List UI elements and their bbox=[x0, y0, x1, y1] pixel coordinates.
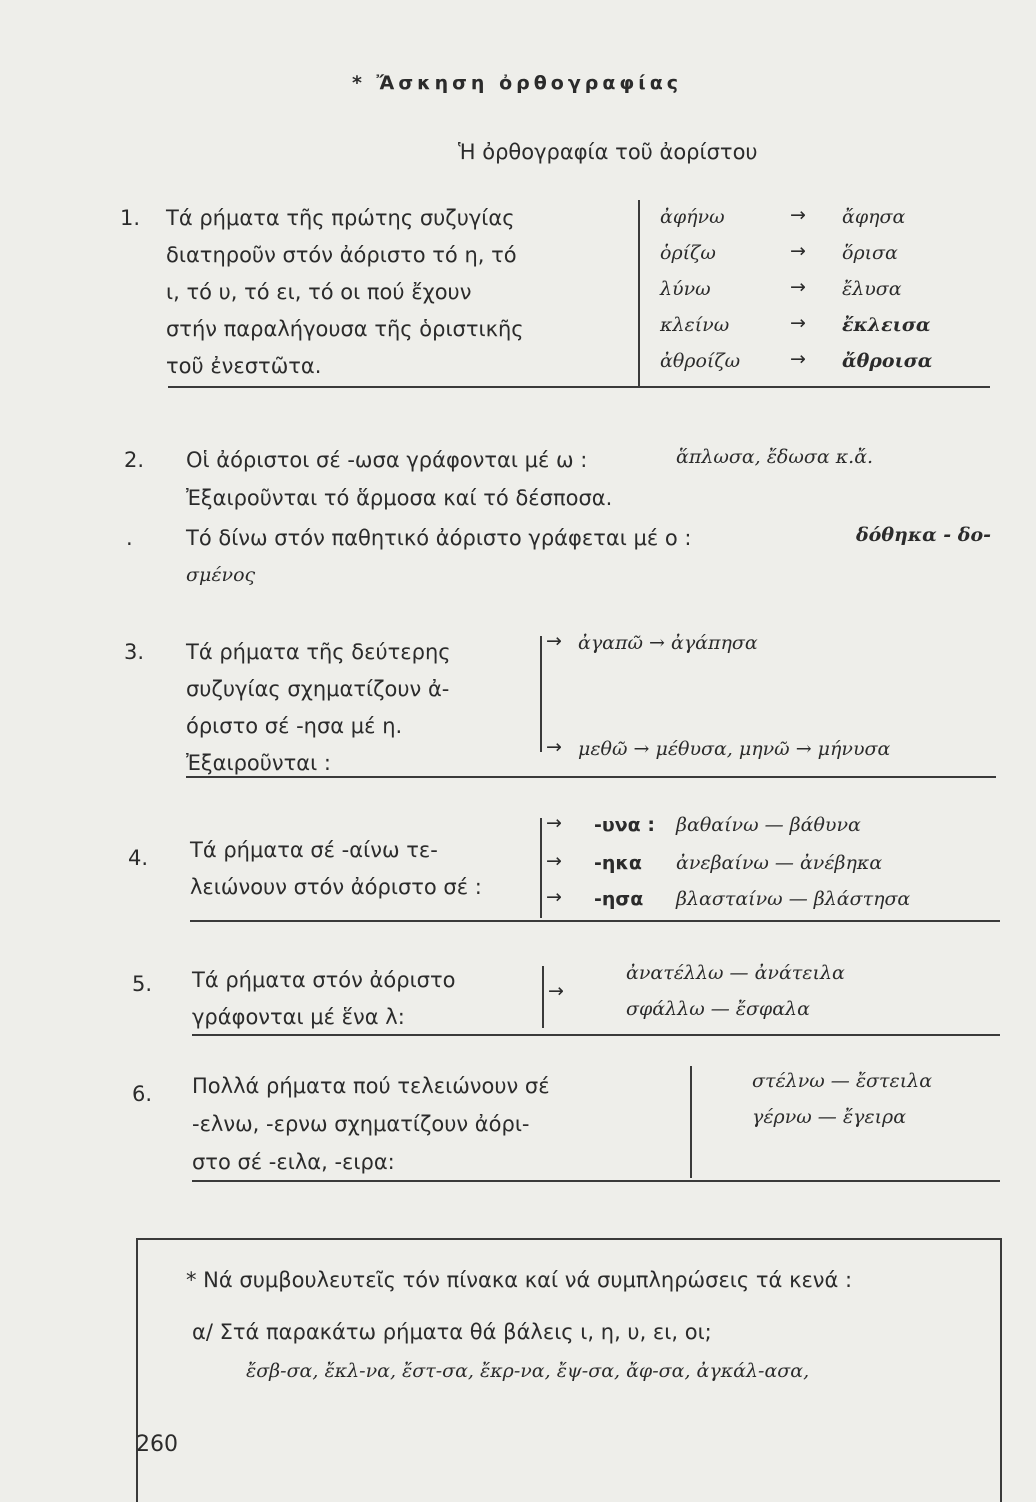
arrow-right-icon: → bbox=[790, 204, 806, 226]
rule-3-bottom-line bbox=[186, 776, 996, 778]
rule-1-example-4-aorist: ἔκλεισα bbox=[842, 314, 931, 336]
arrow-right-icon: → bbox=[546, 630, 562, 652]
rule-2-line-1-examples: ἅπλωσα, ἔδωσα κ.ἄ. bbox=[676, 446, 874, 468]
rule-5-line-2: γράφονται μέ ἕνα λ: bbox=[192, 1005, 405, 1029]
arrow-right-icon: → bbox=[546, 812, 562, 834]
rule-1-example-5-aorist: ἄθροισα bbox=[842, 350, 933, 372]
rule-1-example-2-present: ὁρίζω bbox=[660, 242, 716, 264]
rule-1-example-1-present: ἀφήνω bbox=[660, 206, 725, 228]
arrow-right-icon: → bbox=[790, 276, 806, 298]
rule-2-bullet: . bbox=[126, 526, 133, 550]
rule-2-line-3-examples: δόθηκα - δο- bbox=[856, 524, 992, 546]
rule-2-line-2: Ἐξαιροῦνται τό ἅρμοσα καί τό δέσποσα. bbox=[186, 486, 613, 510]
page-number: 260 bbox=[136, 1432, 178, 1457]
rule-1-example-3-aorist: ἔλυσα bbox=[842, 278, 902, 300]
rule-6-example-1: στέλνω — ἔστειλα bbox=[752, 1070, 933, 1092]
rule-1-line-2: διατηροῦν στόν ἀόριστο τό η, τό bbox=[166, 243, 517, 267]
rule-3-number: 3. bbox=[124, 640, 145, 664]
rule-2-line-4: σμένος bbox=[186, 564, 256, 586]
rule-4-ending-2: -ηκα bbox=[594, 852, 642, 874]
rule-2-line-1: Οἱ ἀόριστοι σέ -ωσα γράφονται μέ ω : bbox=[186, 448, 588, 472]
rule-3-bracket bbox=[540, 636, 542, 752]
arrow-right-icon: → bbox=[546, 886, 562, 908]
rule-4-example-3: βλασταίνω — βλάστησα bbox=[676, 888, 911, 910]
rule-1-divider bbox=[638, 200, 640, 388]
rule-4-example-2: ἀνεβαίνω — ἀνέβηκα bbox=[676, 852, 883, 874]
rule-1-example-2-aorist: ὅρισα bbox=[842, 242, 898, 264]
exercise-instruction: * Νά συμβουλευτεῖς τόν πίνακα καί νά συμπληρώσεις τά κενά : bbox=[186, 1268, 853, 1292]
rule-3-line-2: συζυγίας σχηματίζουν ἀ- bbox=[186, 677, 450, 701]
rule-4-bracket bbox=[540, 818, 542, 918]
rule-6-line-1: Πολλά ρήματα πού τελειώνουν σέ bbox=[192, 1074, 550, 1098]
section-subtitle: Ἡ ὀρθογραφία τοῦ ἀορίστου bbox=[458, 140, 758, 164]
arrow-right-icon: → bbox=[790, 240, 806, 262]
rule-1-number: 1. bbox=[120, 206, 141, 230]
exercise-word-list: ἔσβ-σα, ἔκλ-να, ἔστ-σα, ἔκρ-να, ἔψ-σα, ἄφ-σα, ἀγκάλ-ασα, bbox=[246, 1360, 810, 1382]
rule-6-line-2: -ελνω, -ερνω σχηματίζουν ἀόρι- bbox=[192, 1112, 530, 1136]
rule-5-number: 5. bbox=[132, 972, 153, 996]
rule-4-bottom-line bbox=[190, 920, 1000, 922]
rule-1-line-1: Τά ρήματα τῆς πρώτης συζυγίας bbox=[166, 206, 515, 230]
rule-1-line-5: τοῦ ἐνεστῶτα. bbox=[166, 354, 322, 378]
arrow-right-icon: → bbox=[546, 850, 562, 872]
rule-4-line-1: Τά ρήματα σέ -αίνω τε- bbox=[190, 838, 438, 862]
rule-5-example-2: σφάλλω — ἔσφαλα bbox=[626, 998, 810, 1020]
rule-4-line-2: λειώνουν στόν ἀόριστο σέ : bbox=[190, 875, 482, 899]
rule-1-bottom-line bbox=[168, 386, 990, 388]
rule-3-example-2: μεθῶ → μέθυσα, μηνῶ → μήνυσα bbox=[578, 738, 891, 760]
arrow-right-icon: → bbox=[548, 980, 564, 1002]
rule-4-number: 4. bbox=[128, 846, 149, 870]
rule-4-ending-3: -ησα bbox=[594, 888, 644, 910]
rule-5-line-1: Τά ρήματα στόν ἀόριστο bbox=[192, 968, 456, 992]
rule-6-number: 6. bbox=[132, 1082, 153, 1106]
rule-4-example-1: βαθαίνω — βάθυνα bbox=[676, 814, 861, 836]
rule-4-ending-1: -υνα : bbox=[594, 814, 655, 836]
rule-3-line-3: όριστο σέ -ησα μέ η. bbox=[186, 714, 403, 738]
arrow-right-icon: → bbox=[790, 348, 806, 370]
rule-5-example-1: ἀνατέλλω — ἀνάτειλα bbox=[626, 962, 845, 984]
rule-2-number: 2. bbox=[124, 448, 145, 472]
rule-1-example-3-present: λύνω bbox=[660, 278, 711, 300]
page-title: * Ἄσκηση ὀρθογραφίας bbox=[352, 72, 683, 94]
rule-6-divider bbox=[690, 1066, 692, 1178]
rule-1-line-3: ι, τό υ, τό ει, τό οι πού ἔχουν bbox=[166, 280, 472, 304]
rule-6-line-3: στο σέ -ειλα, -ειρα: bbox=[192, 1150, 395, 1174]
rule-5-bracket bbox=[542, 966, 544, 1028]
rule-1-line-4: στήν παραλήγουσα τῆς ὁριστικῆς bbox=[166, 317, 524, 341]
rule-2-line-3: Τό δίνω στόν παθητικό ἀόριστο γράφεται μέ ο : bbox=[186, 526, 692, 550]
rule-3-line-1: Τά ρήματα τῆς δεύτερης bbox=[186, 640, 451, 664]
rule-1-example-4-present: κλείνω bbox=[660, 314, 730, 336]
rule-6-bottom-line bbox=[192, 1180, 1000, 1182]
exercise-task-a: α/ Στά παρακάτω ρήματα θά βάλεις ι, η, υ, ει, οι; bbox=[192, 1320, 712, 1344]
rule-3-example-1: ἀγαπῶ → ἀγάπησα bbox=[578, 632, 758, 654]
rule-5-bottom-line bbox=[192, 1034, 1000, 1036]
rule-3-line-4: Ἐξαιροῦνται : bbox=[186, 751, 331, 775]
rule-1-example-5-present: ἀθροίζω bbox=[660, 350, 741, 372]
rule-6-example-2: γέρνω — ἔγειρα bbox=[752, 1106, 907, 1128]
arrow-right-icon: → bbox=[546, 736, 562, 758]
rule-1-example-1-aorist: ἄφησα bbox=[842, 206, 906, 228]
arrow-right-icon: → bbox=[790, 312, 806, 334]
